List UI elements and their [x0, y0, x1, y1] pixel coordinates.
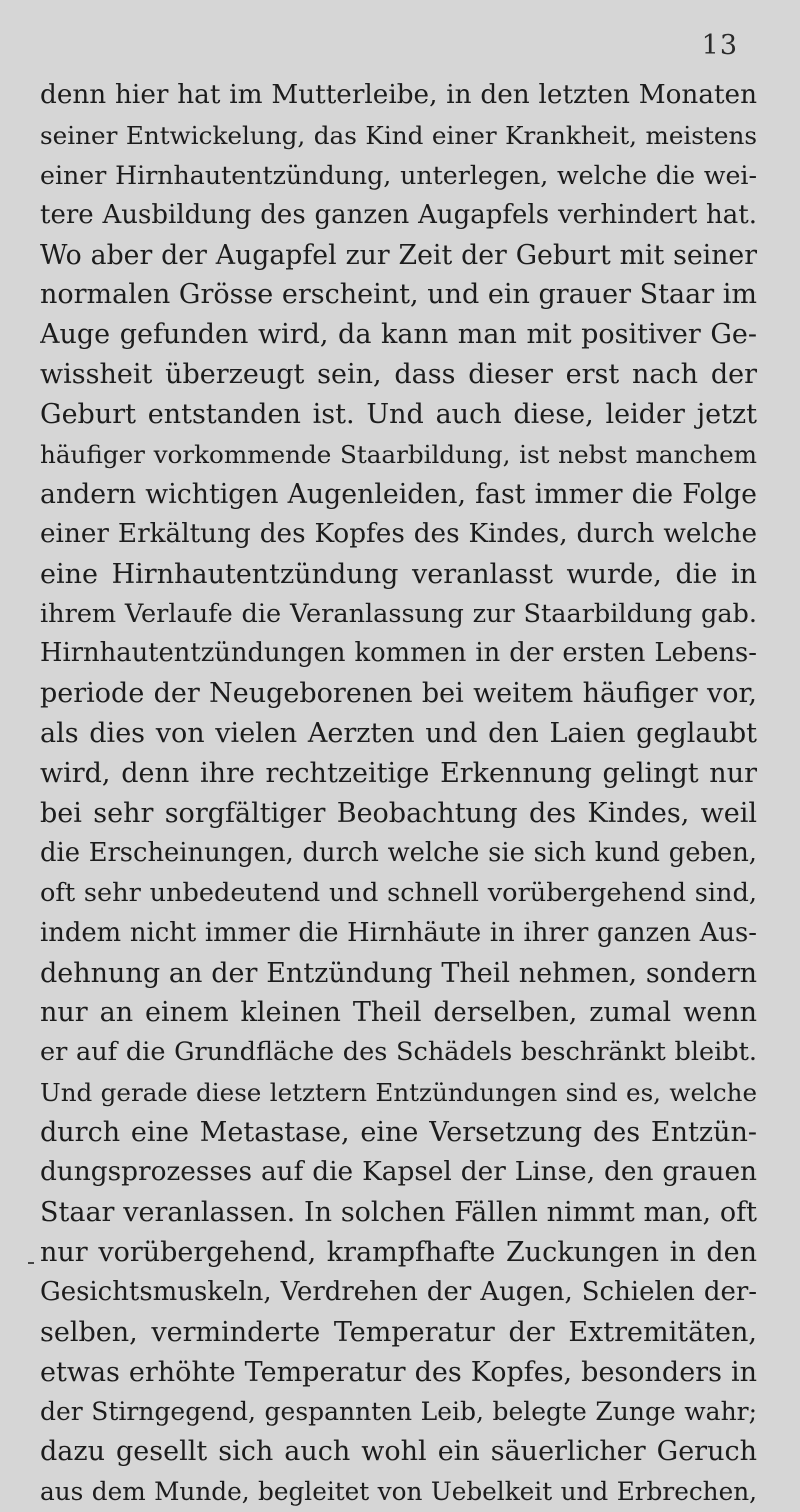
text-line: ihrem Verlaufe die Veranlassung zur Staarbildung gab.: [40, 598, 757, 629]
text-line: Wo aber der Augapfel zur Zeit der Geburt mit seiner: [40, 239, 757, 271]
text-line: Und gerade diese letztern Entzündungen sind es, welche: [40, 1078, 757, 1108]
text-line: häufiger vorkommende Staarbildung, ist nebst manchem: [40, 440, 757, 470]
text-line: selben, verminderte Temperatur der Extremitäten,: [40, 1316, 757, 1348]
text-line: einer Hirnhautentzündung, unterlegen, welche die wei-: [40, 160, 757, 190]
text-line: nur vorübergehend, krampfhafte Zuckungen in den: [40, 1236, 757, 1268]
text-line: durch eine Metastase, eine Versetzung des Entzün-: [40, 1117, 757, 1149]
text-line: Gesichtsmuskeln, Verdrehen der Augen, Schielen der-: [40, 1276, 757, 1307]
text-line: aus dem Munde, begleitet von Uebelkeit und Erbrechen,: [40, 1477, 757, 1507]
text-line: Hirnhautentzündungen kommen in der ersten Lebens-: [40, 638, 757, 669]
text-line: denn hier hat im Mutterleibe, in den letzten Monaten: [40, 80, 757, 110]
text-line: die Erscheinungen, durch welche sie sich kund geben,: [40, 837, 757, 868]
text-line: periode der Neugeborenen bei weitem häufiger vor,: [40, 678, 757, 710]
text-line: wird, denn ihre rechtzeitige Erkennung gelingt nur: [40, 758, 757, 790]
text-line: einer Erkältung des Kopfes des Kindes, durch welche: [40, 518, 757, 549]
text-line: dazu gesellt sich auch wohl ein säuerlicher Geruch: [40, 1436, 757, 1468]
text-line: andern wichtigen Augenleiden, fast immer die Folge: [40, 478, 757, 510]
body-text: [40, 76, 757, 1512]
text-line: nur an einem kleinen Theil derselben, zumal wenn: [40, 997, 757, 1029]
text-line: bei sehr sorgfältiger Beobachtung des Kindes, weil: [40, 798, 757, 830]
text-line: eine Hirnhautentzündung veranlasst wurde, die in: [40, 558, 757, 590]
text-line: etwas erhöhte Temperatur des Kopfes, besonders in: [40, 1356, 757, 1388]
text-line: Staar veranlassen. In solchen Fällen nimmt man, oft: [40, 1196, 757, 1228]
text-line: Auge gefunden wird, da kann man mit positiver Ge-: [40, 319, 757, 351]
text-line: Geburt entstanden ist. Und auch diese, leider jetzt: [40, 399, 757, 431]
page-number: 13: [701, 30, 738, 61]
text-line: oft sehr unbedeutend und schnell vorübergehend sind,: [40, 877, 757, 908]
text-line: dungsprozesses auf die Kapsel der Linse, den grauen: [40, 1157, 757, 1188]
text-line: als dies von vielen Aerzten und den Laien geglaubt: [40, 718, 757, 750]
text-line: er auf die Grundfläche des Schädels beschränkt bleibt.: [40, 1037, 757, 1068]
text-line: tere Ausbildung des ganzen Augapfels verhindert hat.: [40, 199, 757, 230]
text-line: dehnung an der Entzündung Theil nehmen, sondern: [40, 957, 757, 989]
text-line: wissheit überzeugt sein, dass dieser erst nach der: [40, 359, 757, 391]
text-line: indem nicht immer die Hirnhäute in ihrer ganzen Aus-: [40, 917, 757, 948]
margin-mark: [28, 1262, 34, 1264]
text-line: der Stirngegend, gespannten Leib, belegte Zunge wahr;: [40, 1397, 757, 1427]
text-line: normalen Grösse erscheint, und ein grauer Staar im: [40, 279, 757, 311]
text-line: seiner Entwickelung, das Kind einer Krankheit, meistens: [40, 120, 757, 150]
